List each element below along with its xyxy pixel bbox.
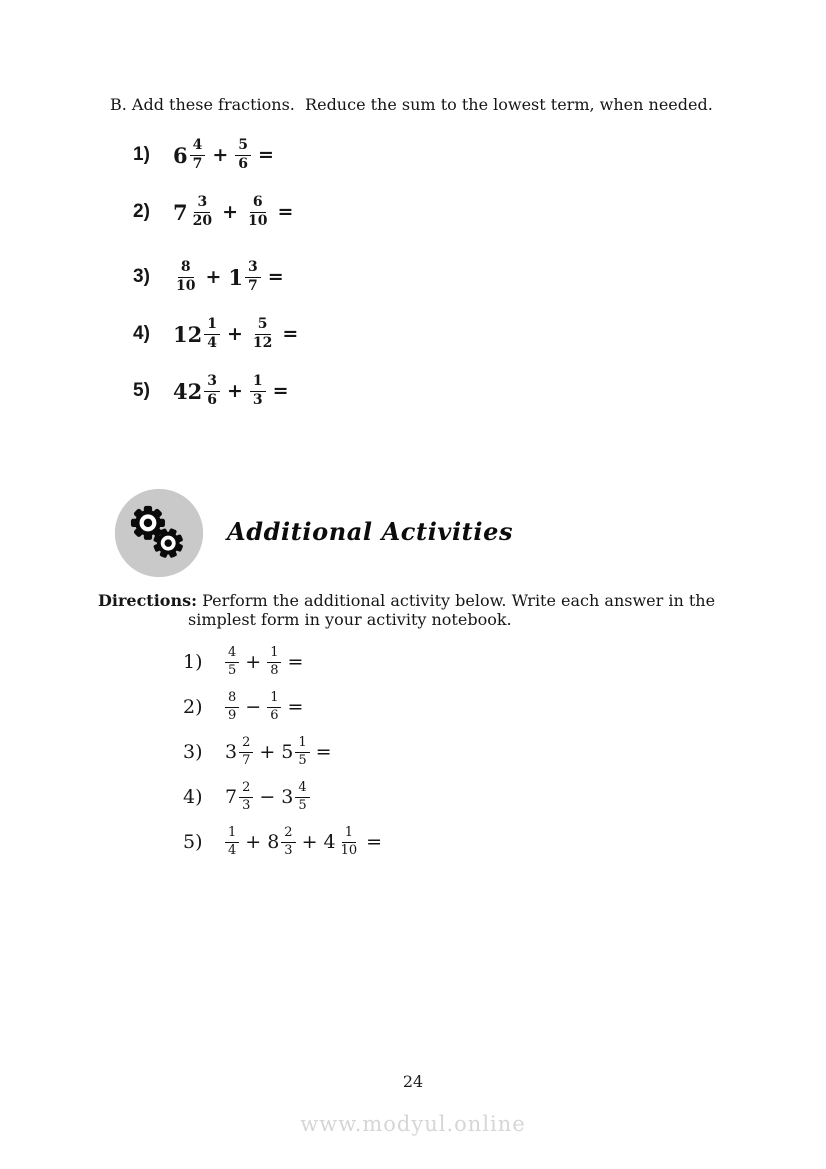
numerator: 2 (239, 781, 253, 797)
operator-equals: = (282, 323, 299, 345)
directions-label: Directions: (98, 591, 197, 610)
denominator: 8 (270, 662, 279, 678)
denominator: 7 (192, 155, 203, 172)
whole-number: 6 (173, 142, 188, 168)
directions (98, 591, 826, 629)
denominator: 5 (298, 797, 307, 813)
fraction-stack (190, 195, 215, 229)
mixed-number (173, 195, 215, 229)
operator-equals: = (366, 831, 383, 853)
operator-minus: − (245, 696, 262, 718)
whole-number: 12 (173, 321, 203, 347)
problem-number: 3) (133, 266, 150, 287)
fraction-stack (225, 691, 239, 723)
whole-number: 42 (173, 378, 203, 404)
fraction (225, 826, 239, 858)
whole-number: 7 (225, 786, 238, 808)
fraction (245, 195, 270, 229)
problem-number: 4) (183, 786, 203, 808)
gears-icon (113, 487, 205, 579)
denominator: 3 (242, 797, 251, 813)
operator-equals: = (272, 380, 289, 402)
problem-row (133, 255, 826, 299)
mixed-number (267, 826, 295, 858)
fraction (225, 646, 239, 678)
numerator: 1 (267, 646, 281, 662)
directions-line2: simplest form in your activity notebook. (188, 610, 512, 629)
fraction (235, 138, 251, 172)
additional-problem-list (183, 643, 826, 861)
numerator: 4 (190, 138, 206, 155)
problem-expression (225, 691, 309, 723)
numerator: 2 (239, 736, 253, 752)
fraction-stack (245, 195, 270, 229)
page-number: 24 (402, 1072, 424, 1091)
mixed-number (173, 374, 220, 408)
numerator: 3 (204, 374, 220, 391)
mixed-number (173, 138, 205, 172)
problem-expression (225, 826, 388, 858)
problem-expression (173, 195, 300, 229)
section-b-heading: B. Add these fractions. Reduce the sum to the lowest term, when needed. (110, 95, 713, 114)
whole-number: 7 (173, 199, 188, 225)
whole-number: 4 (323, 831, 336, 853)
denominator: 7 (248, 277, 258, 294)
fraction (267, 691, 281, 723)
operator-plus: + (226, 380, 243, 402)
fraction-stack (267, 646, 281, 678)
whole-number: 1 (228, 264, 244, 290)
mixed-number (228, 260, 260, 294)
fraction-stack (281, 826, 295, 858)
problem-number: 5) (183, 831, 203, 853)
problem-expression (225, 646, 309, 678)
operator-plus: + (245, 651, 262, 673)
fraction-stack (250, 317, 275, 351)
fraction-stack (225, 646, 239, 678)
problem-number: 2) (133, 201, 150, 222)
problem-row (183, 823, 826, 861)
numerator: 3 (245, 260, 261, 277)
problem-row (133, 312, 826, 356)
whole-number: 3 (281, 786, 294, 808)
fraction-stack (239, 781, 253, 813)
numerator: 4 (225, 646, 239, 662)
whole-number: 3 (225, 741, 238, 763)
directions-line1 (98, 591, 826, 610)
denominator: 5 (298, 752, 307, 768)
problem-row (183, 778, 826, 816)
problem-expression (173, 374, 296, 408)
operator-equals: = (277, 201, 294, 223)
denominator: 4 (207, 334, 217, 351)
problem-row (183, 733, 826, 771)
section-b-problem-list (133, 133, 826, 413)
denominator: 10 (248, 212, 268, 229)
problem-number: 1) (133, 144, 150, 165)
operator-plus: + (259, 741, 276, 763)
problem-row (183, 643, 826, 681)
problem-row (133, 369, 826, 413)
denominator: 10 (176, 277, 196, 294)
mixed-number (281, 781, 309, 813)
fraction (225, 691, 239, 723)
operator-plus: + (245, 831, 262, 853)
fraction-stack (295, 781, 309, 813)
fraction (173, 260, 198, 294)
fraction-stack (267, 691, 281, 723)
mixed-number (225, 781, 253, 813)
operator-plus: + (212, 144, 229, 166)
denominator: 10 (340, 842, 358, 858)
fraction (250, 317, 275, 351)
denominator: 3 (252, 391, 263, 408)
numerator: 5 (235, 138, 251, 155)
fraction-stack (225, 826, 239, 858)
denominator: 12 (252, 334, 273, 351)
mixed-number (225, 736, 253, 768)
operator-plus: + (226, 323, 243, 345)
operator-equals: = (315, 741, 332, 763)
fraction-stack (235, 138, 251, 172)
denominator: 6 (207, 391, 217, 408)
problem-number: 5) (133, 380, 150, 401)
fraction-stack (295, 736, 309, 768)
numerator: 2 (281, 826, 295, 842)
numerator: 8 (225, 691, 239, 707)
operator-plus: + (301, 831, 318, 853)
problem-number: 3) (183, 741, 203, 763)
operator-minus: − (259, 786, 276, 808)
problem-number: 2) (183, 696, 203, 718)
mixed-number (173, 317, 220, 351)
numerator: 5 (255, 317, 271, 334)
operator-equals: = (267, 266, 284, 288)
whole-number: 8 (267, 831, 280, 853)
problem-number: 1) (183, 651, 203, 673)
numerator: 8 (178, 260, 194, 277)
problem-number: 4) (133, 323, 150, 344)
directions-text: Perform the additional activity below. Write each answer in the (202, 591, 716, 610)
problem-expression (225, 781, 310, 813)
denominator: 3 (284, 842, 293, 858)
fraction-stack (250, 374, 266, 408)
numerator: 4 (295, 781, 309, 797)
denominator: 7 (242, 752, 251, 768)
numerator: 6 (250, 195, 266, 212)
fraction-stack (190, 138, 206, 172)
problem-expression (173, 260, 291, 294)
numerator: 1 (267, 691, 281, 707)
numerator: 1 (204, 317, 220, 334)
denominator: 6 (270, 707, 279, 723)
additional-activities-header (113, 487, 826, 579)
denominator: 5 (228, 662, 237, 678)
numerator: 1 (225, 826, 239, 842)
fraction-stack (239, 736, 253, 768)
numerator: 3 (194, 195, 210, 212)
operator-equals: = (287, 696, 304, 718)
fraction (250, 374, 266, 408)
whole-number: 5 (281, 741, 294, 763)
fraction-stack (338, 826, 361, 858)
numerator: 1 (342, 826, 356, 842)
operator-plus: + (205, 266, 222, 288)
denominator: 6 (238, 155, 249, 172)
denominator: 9 (228, 707, 237, 723)
mixed-number (324, 826, 361, 858)
denominator: 20 (192, 212, 213, 229)
fraction-stack (173, 260, 198, 294)
problem-row (183, 688, 826, 726)
problem-row (133, 133, 826, 177)
problem-row (133, 190, 826, 234)
operator-equals: = (258, 144, 274, 166)
fraction-stack (245, 260, 261, 294)
problem-expression (173, 138, 281, 172)
denominator: 4 (228, 842, 237, 858)
watermark-text: www.modyul.online (300, 1112, 526, 1136)
mixed-number (281, 736, 309, 768)
numerator: 1 (295, 736, 309, 752)
operator-equals: = (287, 651, 304, 673)
numerator: 1 (250, 374, 266, 391)
operator-plus: + (222, 201, 239, 223)
problem-expression (173, 317, 305, 351)
fraction-stack (204, 374, 220, 408)
problem-expression (225, 736, 338, 768)
additional-activities-title: Additional Activities (227, 516, 514, 546)
fraction (267, 646, 281, 678)
fraction-stack (204, 317, 220, 351)
